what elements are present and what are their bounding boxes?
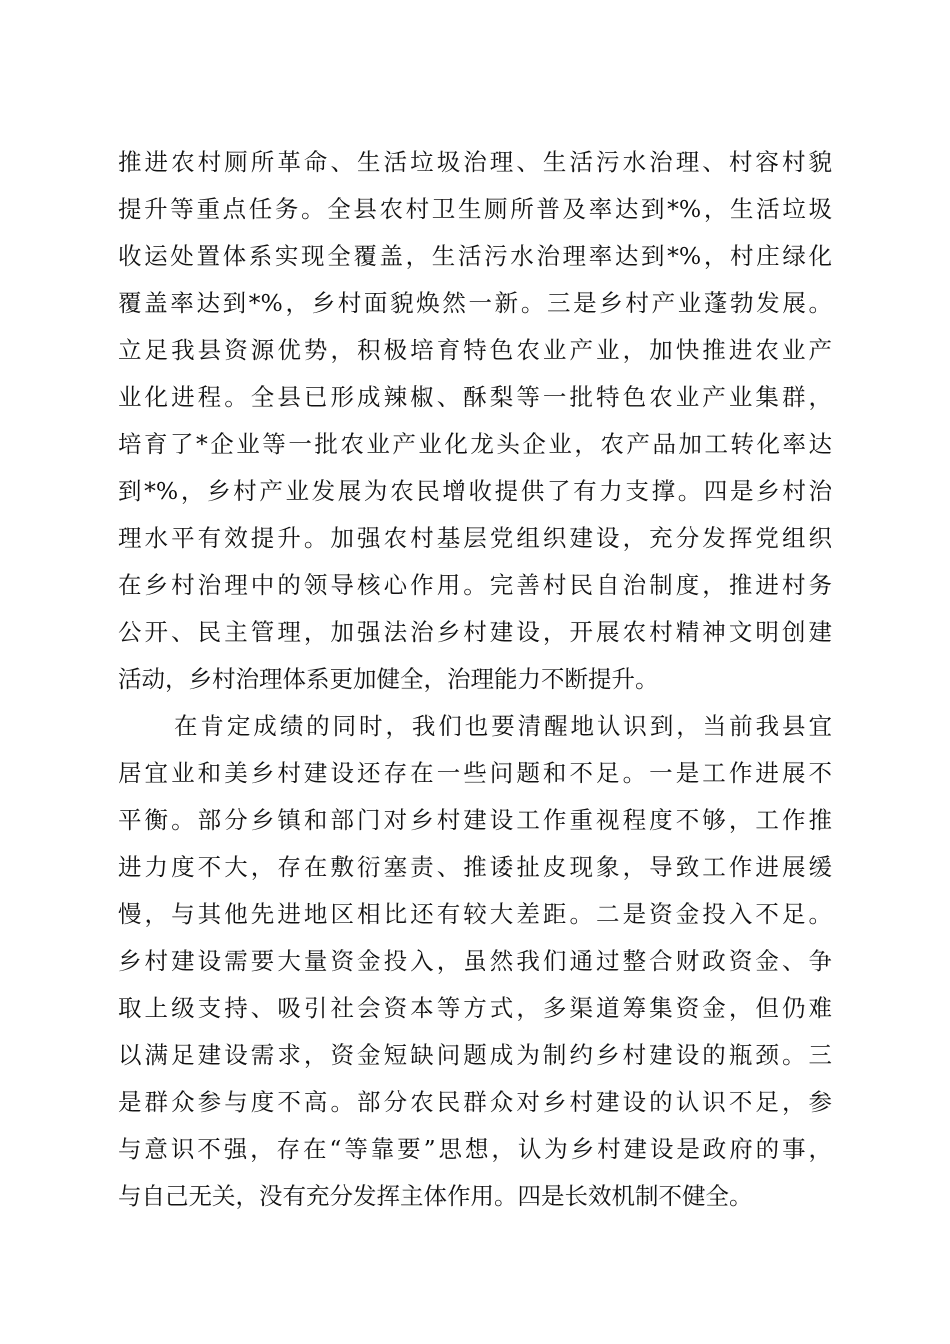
- text-line: 推进农村厕所革命、生活垃圾治理、生活污水治理、村容村貌: [118, 148, 832, 176]
- text-line: 与意识不强，存在“等靠要”思想，认为乡村建设是政府的事，: [118, 1135, 832, 1163]
- text-line: 到*%，乡村产业发展为农民增收提供了有力支撑。四是乡村治: [118, 477, 832, 505]
- text-line: 以满足建设需求，资金短缺问题成为制约乡村建设的瓶颈。三: [118, 1041, 832, 1069]
- text-line: 进力度不大，存在敷衍塞责、推诿扯皮现象，导致工作进展缓: [118, 853, 832, 881]
- text-line: 培育了*企业等一批农业产业化龙头企业，农产品加工转化率达: [118, 430, 832, 458]
- text-line: 理水平有效提升。加强农村基层党组织建设，充分发挥党组织: [118, 524, 832, 552]
- text-line: 是群众参与度不高。部分农民群众对乡村建设的认识不足，参: [118, 1088, 832, 1116]
- text-line: 覆盖率达到*%，乡村面貌焕然一新。三是乡村产业蓬勃发展。: [118, 289, 832, 317]
- text-line: 活动，乡村治理体系更加健全，治理能力不断提升。: [118, 665, 659, 693]
- text-line: 乡村建设需要大量资金投入，虽然我们通过整合财政资金、争: [118, 947, 832, 975]
- text-line: 业化进程。全县已形成辣椒、酥梨等一批特色农业产业集群，: [118, 383, 832, 411]
- text-line: 公开、民主管理，加强法治乡村建设，开展农村精神文明创建: [118, 618, 832, 646]
- paragraph-1: [118, 139, 832, 703]
- text-line: 在乡村治理中的领导核心作用。完善村民自治制度，推进村务: [118, 571, 832, 599]
- body-text: [118, 139, 832, 1220]
- text-line: 慢，与其他先进地区相比还有较大差距。二是资金投入不足。: [118, 900, 832, 928]
- text-line: 取上级支持、吸引社会资本等方式，多渠道筹集资金，但仍难: [118, 994, 832, 1022]
- text-line: 平衡。部分乡镇和部门对乡村建设工作重视程度不够，工作推: [118, 806, 832, 834]
- text-line: 立足我县资源优势，积极培育特色农业产业，加快推进农业产: [118, 336, 832, 364]
- paragraph-2: [118, 703, 832, 1220]
- text-line: 收运处置体系实现全覆盖，生活污水治理率达到*%，村庄绿化: [118, 242, 832, 270]
- text-line: 居宜业和美乡村建设还存在一些问题和不足。一是工作进展不: [118, 759, 832, 787]
- text-line: 在肯定成绩的同时，我们也要清醒地认识到，当前我县宜: [174, 712, 832, 740]
- text-line: 提升等重点任务。全县农村卫生厕所普及率达到*%，生活垃圾: [118, 195, 832, 223]
- text-line: 与自己无关，没有充分发挥主体作用。四是长效机制不健全。: [118, 1182, 753, 1210]
